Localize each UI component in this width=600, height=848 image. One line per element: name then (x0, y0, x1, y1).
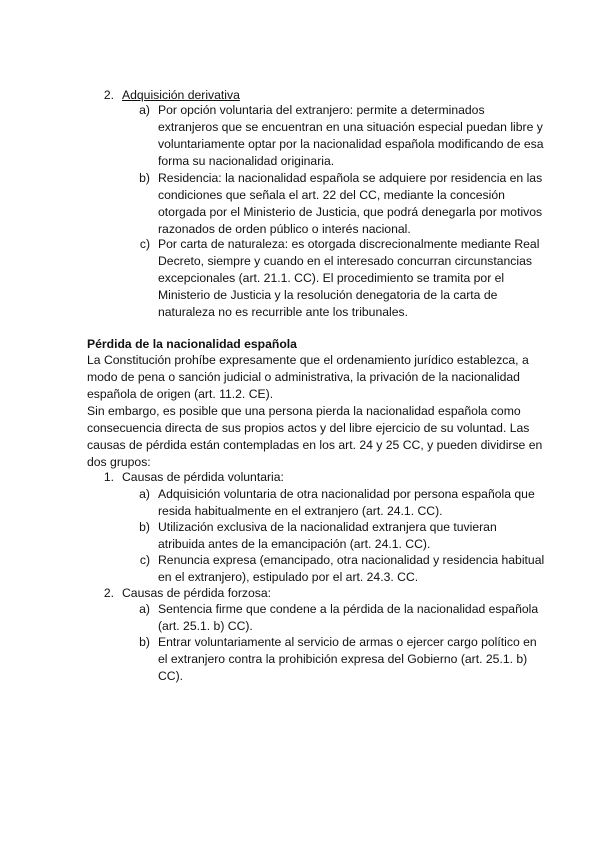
text-line: condiciones que señala el art. 22 del CC, mediante la concesión (158, 188, 505, 202)
text-line: Utilización exclusiva de la nacionalidad extranjera que tuvieran (158, 520, 497, 534)
text-line: modo de pena o sanción judicial o administrativa, la privación de la nacionalidad (87, 370, 520, 384)
sublist-item (158, 601, 538, 635)
text-line: naturaleza no es recurrible ante los tribunales. (158, 305, 408, 319)
list-item-title: Adquisición derivativa (122, 88, 240, 102)
text-line: Entrar voluntariamente al servicio de armas o ejercer cargo político en (158, 635, 537, 649)
sublist-letter: b) (139, 171, 150, 185)
text-line: extranjeros que se encuentran en una situación especial puedan libre y (158, 120, 543, 134)
text-line: causas de pérdida están contempladas en los art. 24 y 25 CC, y pueden dividirse en (87, 438, 543, 452)
text-line: Sin embargo, es posible que una persona pierda la nacionalidad española como (87, 404, 521, 418)
sublist-letter: b) (139, 520, 150, 534)
paragraph (87, 403, 547, 471)
list-item-title: Causas de pérdida voluntaria: (122, 470, 284, 484)
text-line: Por opción voluntaria del extranjero: permite a determinados (158, 103, 485, 117)
text-line: el extranjero contra la prohibición expresa del Gobierno (art. 25.1. b) (158, 652, 528, 666)
sublist-item (158, 552, 544, 586)
list-number: 2. (103, 586, 114, 600)
sublist-letter: c) (139, 237, 150, 251)
text-line: (art. 25.1. b) CC). (158, 619, 253, 633)
text-line: Decreto, siempre y cuando en el interesado concurran circunstancias (158, 254, 532, 268)
text-line: Adquisición voluntaria de otra nacionalidad por persona española que (158, 487, 535, 501)
sublist-item (158, 170, 542, 238)
list-number: 1. (103, 470, 114, 484)
sublist-item (158, 486, 535, 520)
text-line: La Constitución prohíbe expresamente que el ordenamiento jurídico establezca, a (87, 353, 529, 367)
text-line: otorgada por el Ministerio de Justicia, que podrá denegarla por motivos (158, 205, 543, 219)
text-line: consecuencia directa de sus propios actos y del libre ejercicio de su voluntad. Las (87, 421, 530, 435)
text-line: española de origen (art. 11.2. CE). (87, 387, 274, 401)
text-line: forma su nacionalidad originaria. (158, 154, 335, 168)
text-line: excepcionales (art. 21.1. CC). El procedimiento se tramita por el (158, 271, 505, 285)
sublist-item (158, 519, 497, 553)
text-line: voluntariamente optar por la nacionalidad española modificando de esa (158, 137, 544, 151)
text-line: Residencia: la nacionalidad española se adquiere por residencia en las (158, 171, 543, 185)
sublist-letter: a) (139, 487, 150, 501)
text-line: Sentencia firme que condene a la pérdida de la nacionalidad española (158, 602, 539, 616)
list-number: 2. (103, 88, 114, 102)
text-line: resida habitualmente en el extranjero (art. 24.1. CC). (158, 504, 443, 518)
sublist-letter: a) (139, 602, 150, 616)
sublist-letter: b) (139, 635, 150, 649)
sublist-letter: c) (139, 553, 150, 567)
text-line: Por carta de naturaleza: es otorgada discrecionalmente mediante Real (158, 237, 540, 251)
sublist-letter: a) (139, 103, 150, 117)
text-line: dos grupos: (87, 455, 151, 469)
sublist-item (158, 102, 544, 170)
sublist-item (158, 634, 537, 685)
sublist-item (158, 236, 539, 321)
list-item-title: Causas de pérdida forzosa: (122, 586, 272, 600)
text-line: en el extranjero), estipulado por el art. 24.3. CC. (158, 570, 419, 584)
text-line: Renuncia expresa (emancipado, otra nacionalidad y residencia habitual (158, 553, 545, 567)
paragraph (87, 352, 547, 403)
text-line: Ministerio de Justicia y la resolución denegatoria de la carta de (158, 288, 498, 302)
section-heading: Pérdida de la nacionalidad española (87, 337, 297, 351)
text-line: atribuida antes de la emancipación (art. 24.1. CC). (158, 537, 431, 551)
text-line: razonados de orden público o interés nacional. (158, 222, 411, 236)
text-line: CC). (158, 669, 184, 683)
